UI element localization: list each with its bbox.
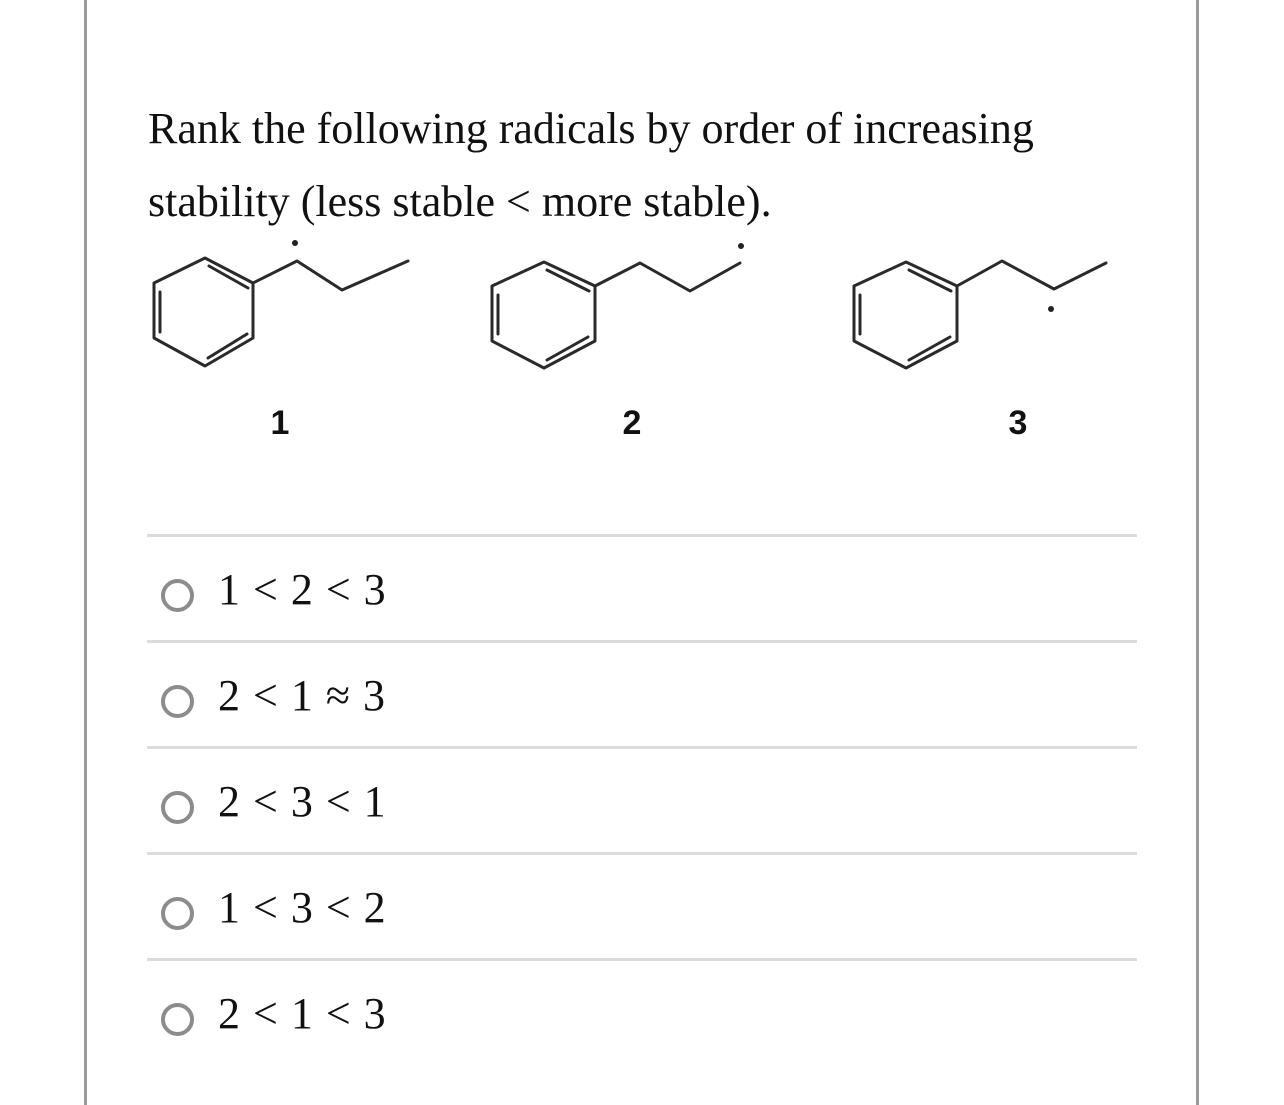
radio-button[interactable]	[161, 791, 194, 824]
card-right-border	[1196, 0, 1199, 1105]
answer-option-4[interactable]	[147, 852, 1137, 958]
option-label: 2 < 1 < 3	[218, 989, 387, 1038]
radio-button[interactable]	[161, 579, 194, 612]
molecule-1-radical-dot	[292, 240, 298, 246]
molecule-2-label: 2	[622, 404, 642, 442]
molecule-3-structure	[854, 261, 1106, 368]
question-line-2: stability (less stable < more stable).	[148, 177, 772, 226]
molecule-3-radical-dot	[1048, 306, 1054, 312]
answer-option-5[interactable]	[147, 958, 1137, 1064]
answer-option-1[interactable]	[147, 534, 1137, 640]
answer-option-2[interactable]	[147, 640, 1137, 746]
option-label: 2 < 3 < 1	[218, 777, 387, 826]
option-label: 2 < 1 ≈ 3	[218, 671, 386, 720]
answer-options	[147, 534, 1137, 1064]
molecule-2-structure	[492, 262, 740, 368]
question-line-1: Rank the following radicals by order of increasing	[148, 104, 1034, 153]
molecule-3-label: 3	[1008, 404, 1028, 442]
radio-button[interactable]	[161, 897, 194, 930]
card-left-border	[84, 0, 87, 1105]
molecule-1-label: 1	[270, 404, 290, 442]
answer-option-3[interactable]	[147, 746, 1137, 852]
radical-structures-figure	[140, 228, 1140, 458]
radio-button[interactable]	[161, 685, 194, 718]
radio-button[interactable]	[161, 1003, 194, 1036]
question-text	[148, 92, 1148, 238]
option-label: 1 < 3 < 2	[218, 883, 387, 932]
molecule-2-radical-dot	[738, 243, 744, 249]
molecule-1-structure	[154, 258, 408, 366]
option-label: 1 < 2 < 3	[218, 565, 387, 614]
